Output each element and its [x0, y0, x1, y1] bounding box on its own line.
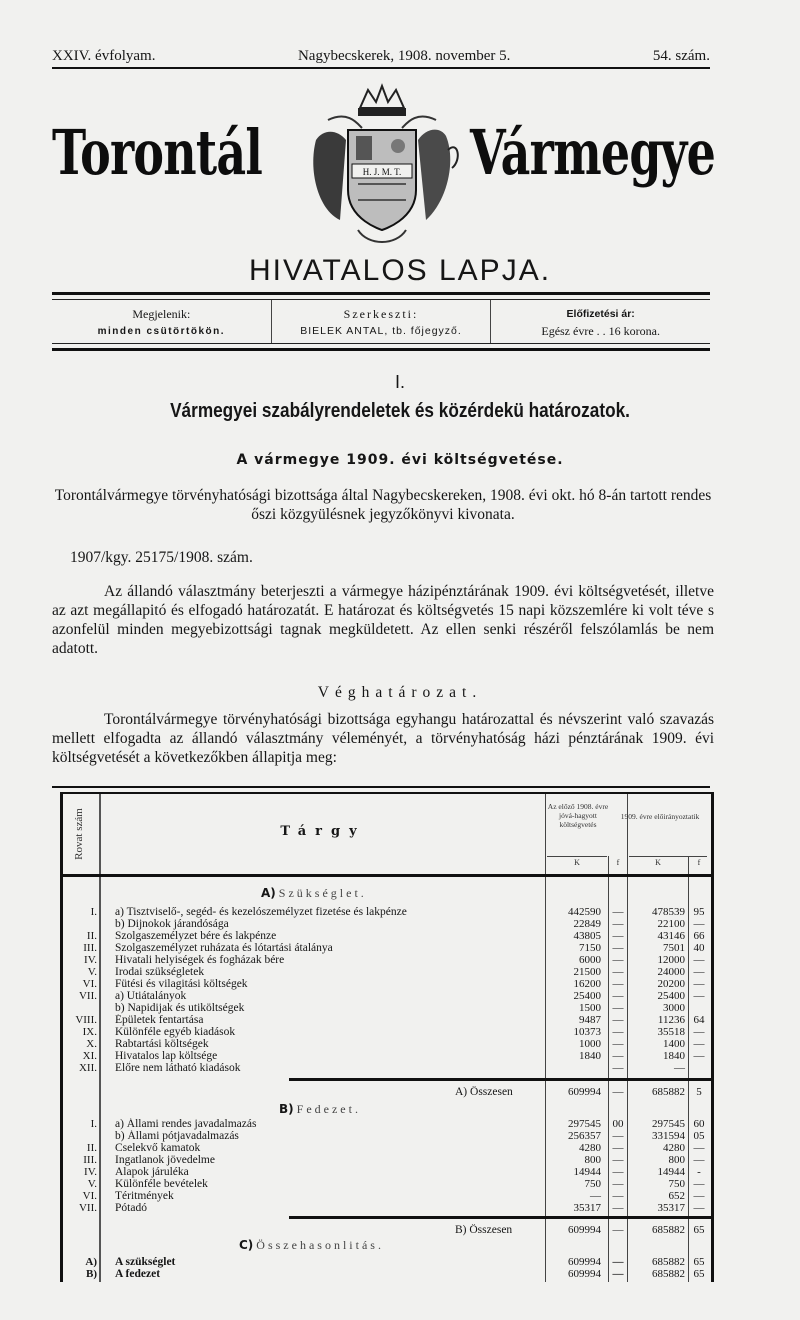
table-row: [63, 906, 711, 918]
next-filler: —: [693, 1038, 705, 1050]
row-label: b) Állami pótjavadalmazás: [115, 1130, 239, 1142]
table-row: [63, 1154, 711, 1166]
subtitle: HIVATALOS LAPJA.: [248, 254, 552, 287]
row-number: VI.: [82, 1190, 97, 1202]
row-label: Ingatlanok jövedelme: [115, 1154, 215, 1166]
svg-text:H. J. M. T.: H. J. M. T.: [362, 167, 402, 177]
table-row: [63, 1178, 711, 1190]
header-next-k: K: [655, 858, 661, 867]
row-number: III.: [83, 1154, 97, 1166]
next-korona: 1840: [663, 1050, 685, 1062]
place-date: Nagybecskerek, 1908. november 5.: [297, 48, 511, 64]
editor-label: Szerkeszti:: [343, 307, 419, 321]
next-filler: 66: [693, 930, 705, 942]
next-filler: 95: [693, 906, 705, 918]
next-filler: 65: [693, 1224, 705, 1236]
prev-filler: —: [612, 942, 624, 954]
section-c-letter: C): [239, 1238, 254, 1252]
intro-text: Torontálvármegye törvényhatósági bizottsága által Nagybecskereken, 1908. évi okt. hó 8-án tartott rendes őszi közgyülésnek jegyzőkönyvi kivonata.: [54, 487, 712, 523]
prev-filler: —: [612, 1178, 624, 1190]
prev-filler: —: [612, 1154, 624, 1166]
section-c-text: Összehasonlitás.: [256, 1238, 384, 1252]
next-korona: 750: [668, 1178, 685, 1190]
prev-korona: 10373: [573, 1026, 601, 1038]
price-value: Egész évre . . 16 korona.: [541, 324, 660, 338]
prev-korona: 609994: [568, 1256, 601, 1268]
row-label: b) Napidijak és utiköltségek: [115, 1002, 245, 1014]
row-number: VII.: [78, 1202, 97, 1214]
total-rule: [289, 1216, 711, 1219]
table-row: [63, 1202, 711, 1214]
total-rule: [289, 1078, 711, 1081]
next-korona: 25400: [657, 990, 685, 1002]
header-rovat: [61, 798, 97, 870]
next-korona: 685882: [652, 1256, 685, 1268]
intro-paragraph: [52, 486, 714, 524]
decision-heading: Véghatározat.: [317, 684, 483, 701]
next-korona: —: [674, 1062, 685, 1074]
appears-label: Megjelenik:: [132, 307, 191, 321]
prev-filler: —: [612, 1038, 624, 1050]
prev-filler: —: [612, 1202, 624, 1214]
title-right: Vármegye: [470, 116, 716, 189]
table-row: [63, 966, 711, 978]
row-number: IX.: [82, 1026, 97, 1038]
row-label: A szükséglet: [115, 1256, 176, 1268]
header-next-f: f: [697, 858, 701, 867]
divider: [52, 292, 710, 295]
table-row: [63, 1256, 711, 1268]
table-row: [63, 1038, 711, 1050]
row-number: VII.: [78, 990, 97, 1002]
next-korona: 1400: [663, 1038, 685, 1050]
prev-filler: —: [612, 1256, 624, 1268]
row-label: a) Tisztviselő-, segéd- és kezelószemélyzet fizetése és lakpénze: [115, 906, 407, 918]
next-korona: 685882: [652, 1224, 685, 1236]
next-korona: 11236: [657, 1014, 685, 1026]
prev-korona: 609994: [568, 1086, 601, 1098]
section-a-letter: A): [261, 886, 276, 900]
prev-korona: 25400: [573, 990, 601, 1002]
row-label: a) Utiátalányok: [115, 990, 187, 1002]
row-number: XII.: [78, 1062, 97, 1074]
issue-number: 54. szám.: [652, 48, 710, 64]
row-label: Szolgaszemélyzet ruházata és lótartási átalánya: [115, 942, 333, 954]
next-filler: —: [693, 978, 705, 990]
row-label: Szolgaszemélyzet bére és lakpénze: [115, 930, 277, 942]
row-label: Különféle egyéb kiadások: [115, 1026, 236, 1038]
header-prev-k: K: [574, 858, 580, 867]
row-label: Különféle bevételek: [115, 1178, 208, 1190]
table-row: [63, 1050, 711, 1062]
section-b-text: Fedezet.: [296, 1102, 361, 1116]
table-row: [63, 1190, 711, 1202]
prev-korona: 7150: [579, 942, 601, 954]
next-korona: 297545: [652, 1118, 685, 1130]
editor-column: [271, 300, 492, 344]
prev-filler: —: [612, 1130, 624, 1142]
next-filler: 65: [693, 1268, 705, 1280]
next-korona: 652: [668, 1190, 685, 1202]
next-filler: 05: [693, 1130, 705, 1142]
header-separator: [63, 874, 711, 877]
row-label: Irodai szükségletek: [115, 966, 205, 978]
next-korona: 3000: [663, 1002, 685, 1014]
prev-korona: 9487: [579, 1014, 601, 1026]
divider: [52, 786, 710, 788]
next-korona: 35317: [657, 1202, 685, 1214]
table-row: [63, 918, 711, 930]
prev-korona: 14944: [573, 1166, 601, 1178]
prev-filler: —: [612, 1166, 624, 1178]
masthead-top-line: [52, 48, 710, 68]
row-number: X.: [86, 1038, 97, 1050]
next-filler: 40: [693, 942, 705, 954]
row-label: Fütési és vilagitási költségek: [115, 978, 248, 990]
section-b-total-row: [63, 1224, 711, 1236]
next-filler: 65: [693, 1256, 705, 1268]
row-number: XI.: [82, 1050, 97, 1062]
row-number: B): [86, 1268, 97, 1280]
masthead-info: [52, 300, 710, 344]
table-row: [63, 930, 711, 942]
header-prev-year: Az előző 1908. évre jóvá-hagyott költségvetés: [547, 802, 609, 829]
price-label: Előfizetési ár:: [566, 308, 635, 320]
header-divider: [547, 856, 607, 857]
section-a-text: Szükséglet.: [278, 886, 367, 900]
title-left: Torontál: [52, 116, 263, 189]
prev-filler: —: [612, 1050, 624, 1062]
row-label: Épületek fentartása: [115, 1014, 204, 1026]
prev-filler: —: [612, 1026, 624, 1038]
editor-value: BIELEK ANTAL, tb. főjegyző.: [300, 325, 462, 337]
coat-of-arms-icon: [298, 80, 466, 250]
next-korona: 24000: [657, 966, 685, 978]
section-a-total-row: [63, 1086, 711, 1098]
row-label: Hivatali helyiségek és fogházak bére: [115, 954, 285, 966]
prev-filler: —: [612, 1062, 624, 1074]
prev-korona: 609994: [568, 1268, 601, 1280]
row-number: I.: [90, 906, 97, 918]
prev-filler: —: [612, 1014, 624, 1026]
prev-filler: —: [612, 1224, 624, 1236]
table-row: [63, 1130, 711, 1142]
header-next-year: 1909. évre előirányoztatik: [620, 812, 700, 821]
prev-filler: —: [612, 966, 624, 978]
divider: [52, 67, 710, 69]
section-b-letter: B): [279, 1102, 294, 1116]
prev-filler: —: [612, 1086, 624, 1098]
prev-korona: 43805: [573, 930, 601, 942]
row-number: IV.: [84, 954, 97, 966]
header-targy: Tárgy: [280, 824, 366, 839]
row-number: V.: [87, 966, 97, 978]
prev-korona: 1000: [579, 1038, 601, 1050]
prev-filler: —: [612, 1268, 624, 1280]
next-korona: 685882: [652, 1268, 685, 1280]
prev-filler: —: [612, 918, 624, 930]
row-number: II.: [86, 930, 97, 942]
row-label: Rabtartási költségek: [115, 1038, 209, 1050]
paragraph-2-text: Torontálvármegye törvényhatósági bizottsága egyhangu határozattal és névszerint való szavazás mellett elfogadta az állandó választmány véleményét, a törvényhatóság házi pénztárának 1909. évi költségvetését a következőkben állapitja meg:: [52, 711, 714, 766]
prev-filler: —: [612, 954, 624, 966]
price-column: [491, 300, 710, 344]
section-title: Vármegyei szabályrendeletek és közérdekü határozatok.: [170, 400, 630, 422]
row-number: I.: [90, 1118, 97, 1130]
appears-column: [52, 300, 271, 344]
prev-korona: 800: [584, 1154, 601, 1166]
next-korona: 20200: [657, 978, 685, 990]
table-row: [63, 954, 711, 966]
row-number: III.: [83, 942, 97, 954]
next-filler: —: [693, 1026, 705, 1038]
prev-korona: 22849: [573, 918, 601, 930]
next-korona: 685882: [652, 1086, 685, 1098]
prev-filler: —: [612, 990, 624, 1002]
next-filler: 64: [693, 1014, 705, 1026]
next-korona: 14944: [657, 1166, 685, 1178]
prev-filler: —: [612, 1002, 624, 1014]
section-c-title: [239, 1238, 384, 1253]
row-label: a) Állami rendes javadalmazás: [115, 1118, 257, 1130]
next-korona: 478539: [652, 906, 685, 918]
budget-table: [60, 792, 714, 1282]
prev-korona: 21500: [573, 966, 601, 978]
appears-value: minden csütörtökön.: [97, 326, 226, 337]
prev-korona: 1500: [579, 1002, 601, 1014]
table-row: [63, 1014, 711, 1026]
table-row: [63, 1268, 711, 1280]
table-row: [63, 1166, 711, 1178]
divider: [52, 348, 710, 351]
row-number: IV.: [84, 1166, 97, 1178]
row-number: VIII.: [75, 1014, 97, 1026]
prev-korona: 4280: [579, 1142, 601, 1154]
next-filler: —: [693, 1050, 705, 1062]
section-a-total-label: A) Összesen: [455, 1086, 513, 1098]
prev-filler: —: [612, 1190, 624, 1202]
prev-korona: 256357: [568, 1130, 601, 1142]
next-filler: —: [693, 918, 705, 930]
table-row: [63, 990, 711, 1002]
table-row: [63, 978, 711, 990]
row-label: Téritmények: [115, 1190, 174, 1202]
prev-filler: —: [612, 906, 624, 918]
prev-filler: —: [612, 1142, 624, 1154]
volume: XXIV. évfolyam.: [52, 48, 156, 64]
section-a-title: [261, 886, 367, 901]
next-korona: 43146: [657, 930, 685, 942]
paragraph-1-text: Az állandó választmány beterjeszti a vármegye házipénztárának 1909. évi költségvetését, illetve az azt megállapitó és elfogadó határozatát. E határozat és költségvetés 15 napi közszemlére ki volt téve s azonfelül minden megyebizottsági tagnak megküldetett. Az ellen senki részéről felszólamlás be nem adatott.: [52, 583, 714, 657]
row-label: Hivatalos lap költsége: [115, 1050, 218, 1062]
prev-korona: 6000: [579, 954, 601, 966]
prev-korona: 442590: [568, 906, 601, 918]
prev-korona: 1840: [579, 1050, 601, 1062]
prev-korona: —: [590, 1190, 601, 1202]
next-korona: 12000: [657, 954, 685, 966]
prev-filler: —: [612, 930, 624, 942]
prev-korona: 750: [584, 1178, 601, 1190]
article-subtitle: A vármegye 1909. évi költségvetése.: [236, 452, 564, 468]
next-filler: —: [693, 990, 705, 1002]
prev-korona: 16200: [573, 978, 601, 990]
prev-korona: 35317: [573, 1202, 601, 1214]
next-filler: —: [693, 966, 705, 978]
divider: [52, 343, 710, 344]
table-row: [63, 1062, 711, 1074]
next-filler: —: [693, 1190, 705, 1202]
prev-filler: 00: [612, 1118, 624, 1130]
section-b-total-label: B) Összesen: [455, 1224, 513, 1236]
next-korona: 22100: [657, 918, 685, 930]
row-number: II.: [86, 1142, 97, 1154]
next-korona: 7501: [663, 942, 685, 954]
next-korona: 35518: [657, 1026, 685, 1038]
next-filler: —: [693, 1154, 705, 1166]
reference-number: 1907/kgy. 25175/1908. szám.: [70, 549, 253, 566]
table-row: [63, 1002, 711, 1014]
row-number: V.: [87, 1178, 97, 1190]
prev-korona: 297545: [568, 1118, 601, 1130]
header-divider: [629, 856, 707, 857]
table-row: [63, 1142, 711, 1154]
next-filler: —: [693, 1142, 705, 1154]
table-row: [63, 1026, 711, 1038]
section-number: I.: [394, 372, 405, 392]
next-korona: 4280: [663, 1142, 685, 1154]
next-korona: 800: [668, 1154, 685, 1166]
next-filler: 5: [696, 1086, 702, 1098]
row-label: A fedezet: [115, 1268, 161, 1280]
next-filler: —: [693, 1178, 705, 1190]
row-label: Cselekvő kamatok: [115, 1142, 201, 1154]
row-label: b) Dijnokok járandósága: [115, 918, 229, 930]
next-filler: -: [697, 1166, 701, 1178]
next-filler: —: [693, 954, 705, 966]
paragraph-2: [52, 710, 714, 767]
paragraph-1: [52, 582, 714, 658]
row-number: A): [85, 1256, 97, 1268]
next-filler: 60: [693, 1118, 705, 1130]
header-rovat-text: Rovat szám: [73, 808, 85, 860]
prev-filler: —: [612, 978, 624, 990]
next-korona: 331594: [652, 1130, 685, 1142]
table-row: [63, 1118, 711, 1130]
prev-korona: 609994: [568, 1224, 601, 1236]
table-row: [63, 942, 711, 954]
section-b-title: [279, 1102, 361, 1117]
row-number: VI.: [82, 978, 97, 990]
next-filler: —: [693, 1202, 705, 1214]
row-label: Előre nem látható kiadások: [115, 1062, 241, 1074]
header-prev-f: f: [616, 858, 620, 867]
row-label: Pótadó: [115, 1202, 147, 1214]
row-label: Alapok járuléka: [115, 1166, 189, 1178]
